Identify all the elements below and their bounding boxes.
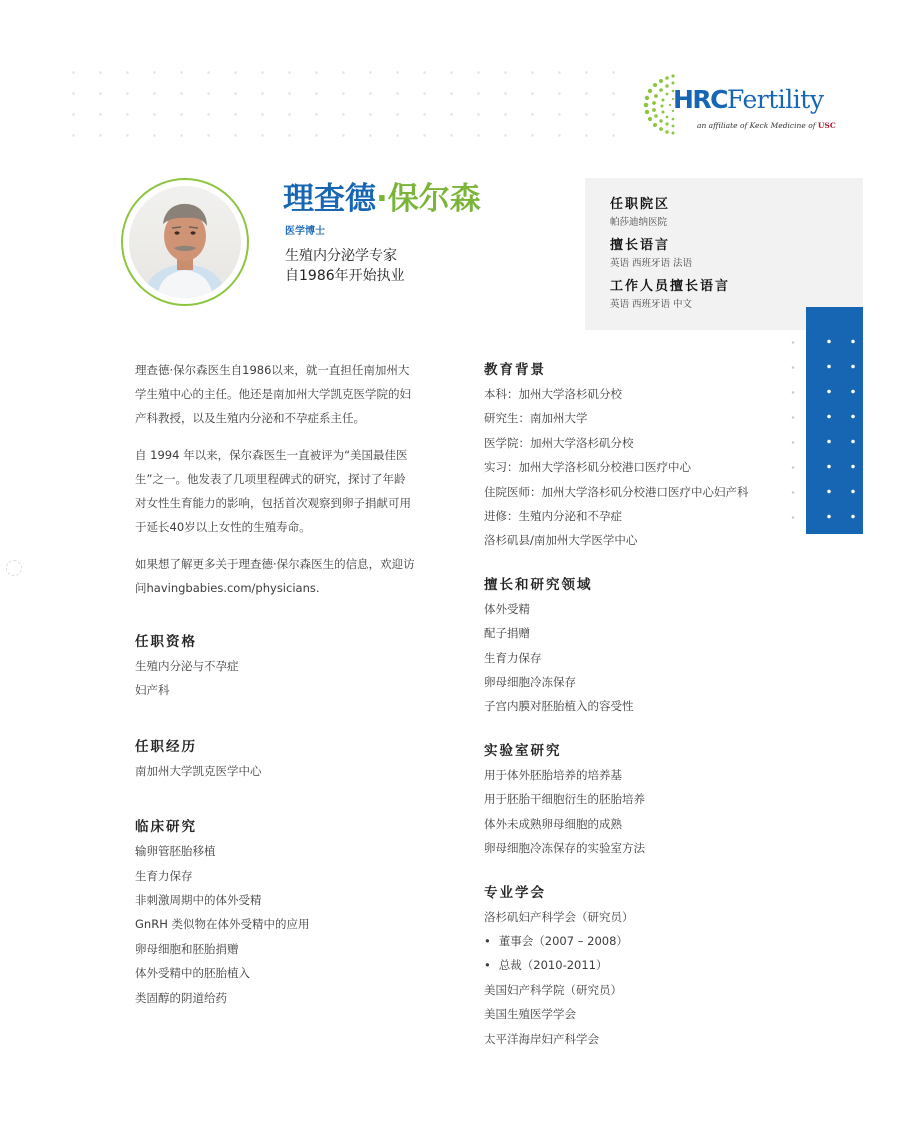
bio-paragraph-3: 如果想了解更多关于理查德·保尔森医生的信息，欢迎访问havingbabies.com/physicians. <box>135 557 415 595</box>
list-item: 美国生殖医学学会 <box>484 1007 576 1022</box>
list-item: 生殖内分泌与不孕症 <box>135 659 239 673</box>
bio-paragraph-1: 理查德·保尔森医生自1986以来，就一直担任南加州大学生殖中心的主任。他还是南加州大学凯克医学院的妇产科教授，以及生殖内分泌和不孕症系主任。 <box>135 363 411 425</box>
list-item: 体外未成熟卵母细胞的成熟 <box>484 816 622 831</box>
decorative-dot-column <box>789 330 797 530</box>
list-item: 体外受精中的胚胎植入 <box>135 966 250 981</box>
list-item: 研究生：南加州大学 <box>484 411 588 426</box>
languages-label: 擅长语言 <box>610 238 671 253</box>
section-title: 擅长和研究领域 <box>484 576 593 593</box>
list-item: 妇产科 <box>135 683 170 698</box>
logo-usc-text: USC <box>817 121 836 130</box>
languages-value: 英语 西班牙语 法语 <box>610 258 693 269</box>
logo-brand-fertility: Fertility <box>727 85 824 114</box>
clinic-value: 帕莎迪纳医院 <box>610 217 668 228</box>
logo-brand-hrc: HRC <box>673 85 728 114</box>
list-item: 美国妇产科学院（研究员） <box>484 982 622 997</box>
list-item: 卵母细胞冷冻保存的实验室方法 <box>484 841 645 856</box>
staff-languages-label: 工作人员擅长语言 <box>610 279 731 294</box>
list-item: 洛杉矶妇产科学会（研究员） <box>484 909 634 924</box>
doctor-name <box>283 182 481 216</box>
list-item: • 董事会（2007 – 2008） <box>484 929 784 953</box>
hrc-fertility-logo <box>615 68 836 140</box>
section-title: 教育背景 <box>484 362 546 378</box>
list-item: GnRH 类似物在体外受精中的应用 <box>135 917 310 932</box>
logo-wordmark <box>673 85 823 114</box>
staff-languages-value: 英语 西班牙语 中文 <box>610 299 693 310</box>
section-title: 实验室研究 <box>484 742 562 759</box>
list-item: 用于体外胚胎培养的培养基 <box>484 767 622 782</box>
list-item: 卵母细胞和胚胎捐赠 <box>135 941 239 956</box>
doctor-degree: 医学博士 <box>285 226 325 237</box>
list-item: 生育力保存 <box>484 650 542 665</box>
list-item: 输卵管胚胎移植 <box>135 844 216 859</box>
section-title: 任职资格 <box>135 634 197 650</box>
lab-research-section <box>484 739 784 861</box>
left-column <box>135 358 415 1010</box>
board-certification-section <box>135 630 415 703</box>
clinical-research-section <box>135 815 415 1010</box>
list-item: 配子捐赠 <box>484 626 530 641</box>
list-item: 非刺激周期中的体外受精 <box>135 893 262 908</box>
tagline-practice-since: 自1986年开始执业 <box>285 268 405 284</box>
accent-dot-grid <box>817 329 857 519</box>
logo-affiliate-text: an affiliate of Keck Medicine of <box>697 121 818 130</box>
doctor-photo-frame <box>121 178 249 306</box>
portrait-illustration <box>129 186 241 298</box>
dotted-background-pattern <box>60 62 620 147</box>
list-item: 体外受精 <box>484 601 530 616</box>
logo-affiliate-line <box>697 121 836 130</box>
list-item: 卵母细胞冷冻保存 <box>484 675 576 690</box>
professional-societies-section <box>484 881 784 1051</box>
list-item: • 总裁（2010-2011） <box>484 953 784 977</box>
section-title: 临床研究 <box>135 819 197 836</box>
clinic-label: 任职院区 <box>610 197 671 212</box>
list-item: 本科：加州大学洛杉矶分校 <box>484 387 622 401</box>
list-item: 进修：生殖内分泌和不孕症 <box>484 509 622 524</box>
blue-accent-bar <box>806 307 863 534</box>
list-item: 太平洋海岸妇产科学会 <box>484 1031 599 1046</box>
section-title: 任职经历 <box>135 738 197 755</box>
doctor-name-family: ·保尔森 <box>376 181 481 217</box>
list-item: 洛杉矶县/南加州大学医学中心 <box>484 533 638 548</box>
doctor-portrait <box>129 186 241 298</box>
list-item: 住院医师：加州大学洛杉矶分校港口医疗中心妇产科 <box>484 484 749 499</box>
list-item: 生育力保存 <box>135 868 193 883</box>
doctor-tagline <box>285 246 405 286</box>
tagline-specialty: 生殖内分泌学专家 <box>285 248 397 264</box>
faint-edge-mark <box>6 560 22 576</box>
list-item: 子宫内膜对胚胎植入的容受性 <box>484 699 634 714</box>
experience-section <box>135 735 415 783</box>
education-section <box>484 358 784 553</box>
list-item: 用于胚胎干细胞衍生的胚胎培养 <box>484 792 645 807</box>
section-title: 专业学会 <box>484 884 546 901</box>
list-item: 实习：加州大学洛杉矶分校港口医疗中心 <box>484 460 691 475</box>
specialties-section <box>484 573 784 719</box>
list-item: 南加州大学凯克医学中心 <box>135 763 262 778</box>
list-item: 医学院：加州大学洛杉矶分校 <box>484 435 634 450</box>
doctor-name-given: 理查德 <box>283 181 376 217</box>
bio-paragraph-2: 自 1994 年以来，保尔森医生一直被评为“美国最佳医生”之一。他发表了几项里程碑式的研究，探讨了年龄对女性生育能力的影响，包括首次观察到卵子捐献可用于延长40岁以上女性的生殖寿命。 <box>135 448 411 534</box>
list-item: 类固醇的阴道给药 <box>135 990 227 1005</box>
right-column <box>484 358 784 1051</box>
